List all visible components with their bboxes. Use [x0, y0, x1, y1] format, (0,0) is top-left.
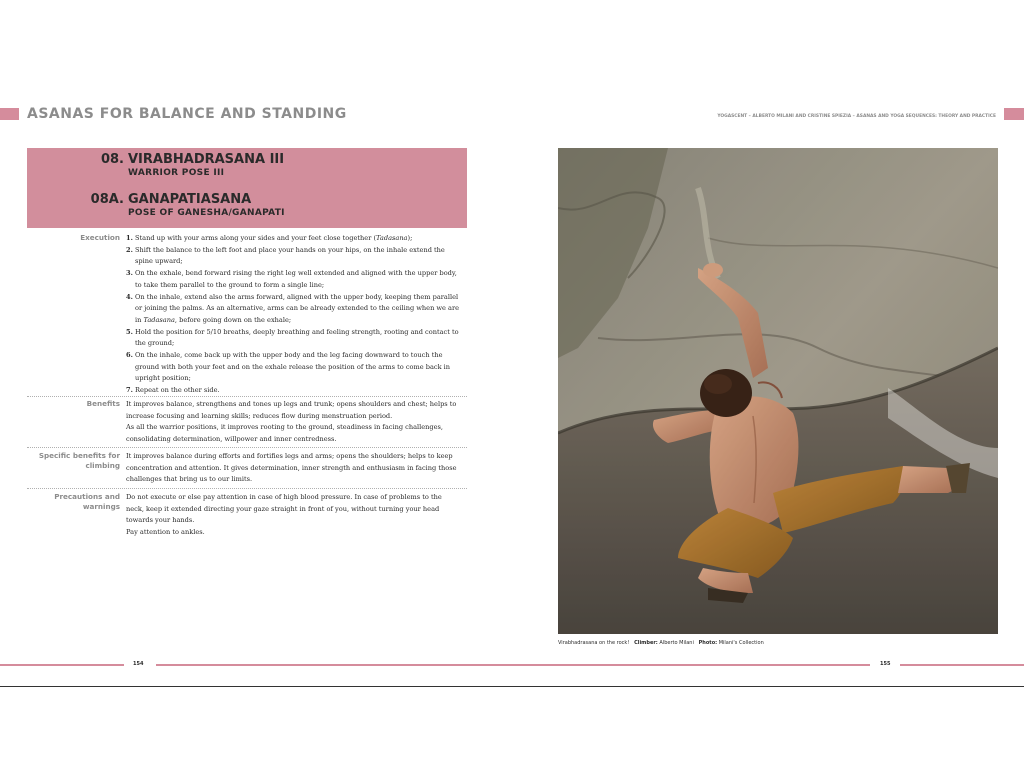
pose-subtitle: WARRIOR POSE III [128, 168, 225, 178]
benefits-label: Benefits [86, 399, 120, 408]
step-line: 1. Stand up with your arms along your sides and your feet close together (Tadasana); [126, 234, 413, 242]
step-line: 3. On the exhale, bend forward rising the right leg well extended and aligned with the upper body, [126, 269, 457, 278]
text-line: challenges that bring us to our limits. [126, 475, 253, 484]
text-line: increase focusing and learning skills; reduces flow during menstruation period. [126, 411, 393, 420]
running-head: YOGASCENT – ALBERTO MILANI AND CRISTINE SPIEZIA – ASANAS AND YOGA SEQUENCES: THEORY AND PRACTICE [717, 114, 996, 119]
step-line: or joining the palms. As an alternative, arms can be already extended to the ceiling when we are [135, 304, 460, 313]
pose-name: VIRABHADRASANA III [128, 152, 285, 167]
step-line: the ground; [135, 339, 175, 348]
section-divider [27, 447, 467, 448]
text-line: It improves balance, strengthens and tones up legs and trunk; opens shoulders and chest; helps to [126, 400, 457, 408]
photo-caption: Virabhadrasana on the rock! Climber: Alberto Milani Photo: Milani's Collection [558, 640, 764, 646]
alt-pose-name: GANAPATIASANA [128, 192, 252, 207]
step-line: 6. On the inhale, come back up with the upper body and the leg facing downward to touch the [126, 351, 443, 360]
alt-pose-number: 08A. [90, 192, 124, 207]
section-title: ASANAS FOR BALANCE AND STANDING [27, 106, 347, 122]
precautions-text [126, 492, 467, 539]
climber-photo [558, 148, 998, 634]
text-line: concentration and attention. It gives determination, inner strength and enthusiasm in facing those [126, 463, 457, 472]
benefits-text [126, 399, 467, 446]
footer-rule-center [156, 664, 870, 666]
bottom-rule [0, 686, 1024, 687]
footer-rule-left [0, 664, 124, 666]
alt-pose-subtitle: POSE OF GANESHA/GANAPATI [128, 208, 285, 218]
step-line: in Tadasana, before going down on the exhale; [135, 315, 292, 324]
step-line: to take them parallel to the ground to form a single line; [135, 280, 325, 289]
pose-title-box [27, 148, 467, 228]
pose-number: 08. [100, 152, 124, 167]
step-line: 7. Repeat on the other side. [126, 386, 220, 395]
precautions-label: Precautions and warnings [54, 492, 120, 511]
text-line: towards your hands. [126, 516, 195, 525]
text-line: consolidating determination, willpower and inner centredness. [126, 435, 337, 444]
step-line: 2. Shift the balance to the left foot and place your hands on your hips, on the inhale extend the [126, 245, 445, 254]
section-marker-left [0, 108, 19, 120]
step-line: 4. On the inhale, extend also the arms forward, aligned with the upper body, keeping them parallel [126, 292, 459, 301]
execution-steps [126, 233, 467, 397]
text-line: Do not execute or else pay attention in case of high blood pressure. In case of problems to the [126, 493, 442, 501]
execution-label: Execution [80, 233, 120, 242]
climbing-benefits-label: Specific benefits for climbing [38, 451, 120, 470]
step-line: spine upward; [135, 257, 183, 266]
text-line: Pay attention to ankles. [126, 528, 205, 537]
text-line: As all the warrior positions, it improves rooting to the ground, steadiness in facing challenges, [126, 423, 443, 432]
text-line: neck, keep it extended directing your gaze straight in front of you, without turning your head [126, 504, 440, 513]
text-line: It improves balance during efforts and fortifies legs and arms; opens the shoulders; helps to keep [126, 452, 453, 460]
step-line: 5. Hold the position for 5/10 breaths, deeply breathing and feeling strength, rooting and contact to [126, 327, 459, 336]
section-divider [27, 488, 467, 489]
section-divider [27, 396, 467, 397]
step-line: upright position; [135, 374, 191, 383]
step-line: ground with both your feet and on the exhale release the position of the arms to come back in [135, 362, 451, 371]
footer-rule-right [900, 664, 1024, 666]
page-number-right: 155 [880, 661, 891, 667]
page-number-left: 154 [133, 661, 144, 667]
section-marker-right [1004, 108, 1024, 120]
climbing-benefits-text [126, 451, 467, 486]
